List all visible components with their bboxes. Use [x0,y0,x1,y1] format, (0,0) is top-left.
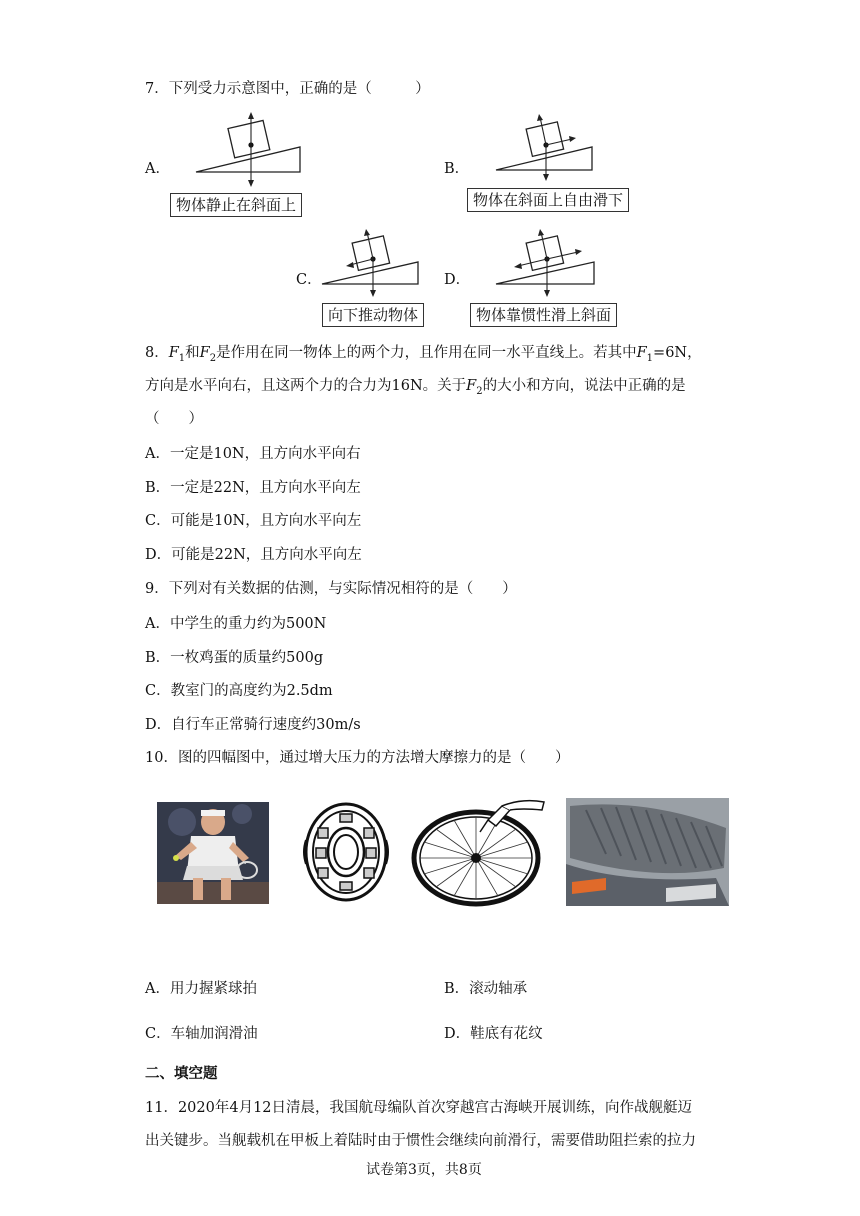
bicycle-wheel-image [404,796,552,908]
q7-option-a-letter[interactable]: A． [145,161,170,177]
q7-caption-c: 向下推动物体 [322,303,424,327]
q11-line1: 11．2020年4月12日清晨，我国航母编队首次穿越宫古海峡开展训练，向作战舰艇迈 [145,1100,693,1116]
q10-option-a[interactable]: A．用力握紧球拍 [145,981,257,997]
q7-diagram-b [490,112,600,186]
roller-bearing-image [294,800,394,905]
q7-caption-b: 物体在斜面上自由滑下 [467,188,629,212]
q7-option-b-letter[interactable]: B． [444,161,470,177]
q7-diagram-c [318,226,424,302]
q7-option-d-letter[interactable]: D． [444,272,471,288]
q7-option-c-letter[interactable]: C． [296,272,322,288]
q10-stem: 10．图的四幅图中，通过增大压力的方法增大摩擦力的是（ ） [145,750,570,766]
q7-caption-a: 物体静止在斜面上 [170,193,302,217]
q9-stem: 9．下列对有关数据的估测，与实际情况相符的是（ ） [145,581,517,597]
q9-option-c[interactable]: C．教室门的高度约为2.5dm [145,683,333,699]
q8-stem-line1: 8．$F_1$和$F_2$是作用在同一物体上的两个力，且作用在同一水平直线上。若其中$F_1=6N$， [145,345,702,364]
q10-option-d[interactable]: D．鞋底有花纹 [444,1026,543,1042]
shoe-sole-image [566,798,729,906]
q8-option-c[interactable]: C．可能是10N，且方向水平向左 [145,513,362,529]
q11-line2: 出关键步。当舰载机在甲板上着陆时由于惯性会继续向前滑行，需要借助阻拦索的拉力 [145,1133,696,1149]
q8-stem-line2: 方向是水平向右，且这两个力的合力为16N。关于$F_2$的大小和方向，说法中正确的是 [145,378,686,397]
q7-caption-d: 物体靠惯性滑上斜面 [470,303,617,327]
q9-option-d[interactable]: D．自行车正常骑行速度约30m/s [145,717,361,733]
page-footer: 试卷第3页，共8页 [366,1162,482,1178]
q10-option-c[interactable]: C．车轴加润滑油 [145,1026,258,1042]
q8-option-b[interactable]: B．一定是22N，且方向水平向左 [145,480,361,496]
q9-option-a[interactable]: A．中学生的重力约为500N [145,616,327,632]
q7-diagram-d [490,226,602,302]
q9-option-b[interactable]: B．一枚鸡蛋的质量约500g [145,650,324,666]
q8-option-d[interactable]: D．可能是22N，且方向水平向左 [145,547,362,563]
q7-diagram-a [190,110,310,190]
tennis-player-image [157,802,269,904]
q8-option-a[interactable]: A．一定是10N，且方向水平向右 [145,446,361,462]
q7-stem: 7．下列受力示意图中，正确的是（ ） [145,81,430,97]
q10-option-b[interactable]: B．滚动轴承 [444,981,528,997]
q8-stem-line3: （ ） [145,411,203,427]
section-title-fill-in: 二、填空题 [145,1065,218,1082]
